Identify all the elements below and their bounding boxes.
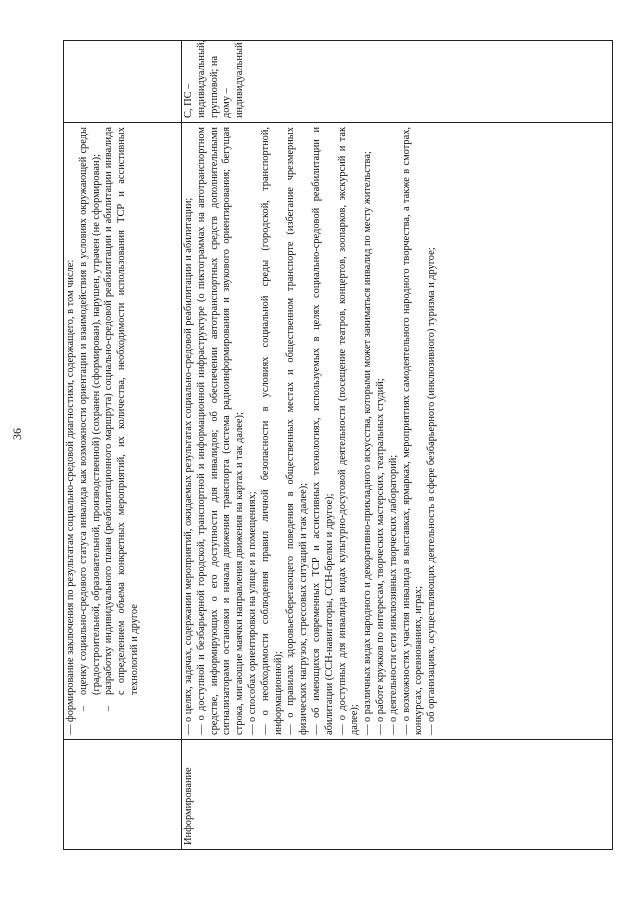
service-name-cell [64,740,182,850]
list-item: — о способах ориентировки на улице и в помещениях; [246,491,258,735]
list-item: — об организациях, осуществляющих деятельность в сфере безбарьерного (инклюзивного) туризма и другое; [426,247,438,735]
list-item: — о различных видах народного и декоративно-прикладного искусства, которыми может заниматься инвалид по месту жительства; [362,151,374,735]
list-item: — о доступных для инвалида видах культурно-досуговой деятельности (посещение театров, концертов, зоопарков, экскурсий и так далее); [336,127,361,735]
service-content-cell [64,123,182,740]
services-table [63,40,613,850]
rotated-page [63,40,613,850]
list-item: — о целях, задачах, содержании мероприятий, ожидаемых результатах социально-средовой реабилитации и абилитации; [183,197,194,735]
service-mode-cell: С, ПС – индивидуальный, групповой; на дому – индивидуальный [182,41,613,123]
list-item-text: разработку индивидуального плана (реабилитационного маршрута) социально-средовой реабилитации и абилитации инвалида с определением объема конкретных мероприятий, их количества, необходимости использования ТСР и ассистивных технологий и другое [103,127,140,695]
table-row [182,41,613,850]
list-item: — о возможностях участия инвалида в выставках, ярмарках, мероприятиях самодеятельного народного творчества, а также в смотрах, конкурсах, соревнованиях, играх; [400,127,425,735]
service-mode-cell [64,41,182,123]
table-row [64,41,182,850]
list-item-text: оценку социально-средового статуса инвалида как возможности ориентации и взаимодействия в условиях окружающей среды (градостроительной, образовательной, производственной) (сохранен (сформирован), нарушен, утрачен (не сформирован); [77,127,102,695]
list-item: — об имеющихся современных ТСР и ассистивных технологиях, используемых в целях социально-средовой реабилитации и абилитации (ССН-навигаторы, ССН-брелки и другое); [310,127,335,735]
list-item: — о необходимости соблюдения правил личной безопасности в условиях социальной среды (городской, транспортной, информационной); [259,127,284,735]
list-item: — о доступной и безбарьерной городской, транспортной и информационной инфраструктуре (о пиктограммах на автотранспортном средстве, информирующих о его доступности для инвалидов; об обеспечении автотранспортных средств дополнительными сигнализаторами остановки и начала движения транспорта (система радиоинформирования и звукового ориентирования; бегущая строка, мигающие маячки направления движения на картах и так далее); [195,127,246,735]
list-item: – оценку социально-средового статуса инвалида как возможности ориентации и взаимодействия в условиях окружающей среды (градостроительной, образовательной, производственной) (сохранен (сформирован), нарушен, утрачен (не сформирован); [77,127,102,711]
list-item: — формирование заключения по результатам социально-средовой диагностики, содержащего, в том числе: [65,259,76,735]
list-item: — о правилах здоровьесберегающего поведения в общественных местах и общественном транспорте (избегание чрезмерных физических нагрузок, стрессовых ситуаций и так далее); [285,127,310,735]
service-name-cell: Информирование [182,740,613,850]
page-number: 36 [10,428,24,440]
service-content-cell [182,123,613,740]
list-item: – разработку индивидуального плана (реабилитационного маршрута) социально-средовой реабилитации и абилитации инвалида с определением объема конкретных мероприятий, их количества, необходимости использования ТСР и ассистивных технологий и другое [103,127,140,711]
list-item: — о деятельности сети инклюзивных творческих лабораторий; [387,454,399,735]
list-item: — о работе кружков по интересам, творческих мастерских, театральных студий; [374,378,386,735]
